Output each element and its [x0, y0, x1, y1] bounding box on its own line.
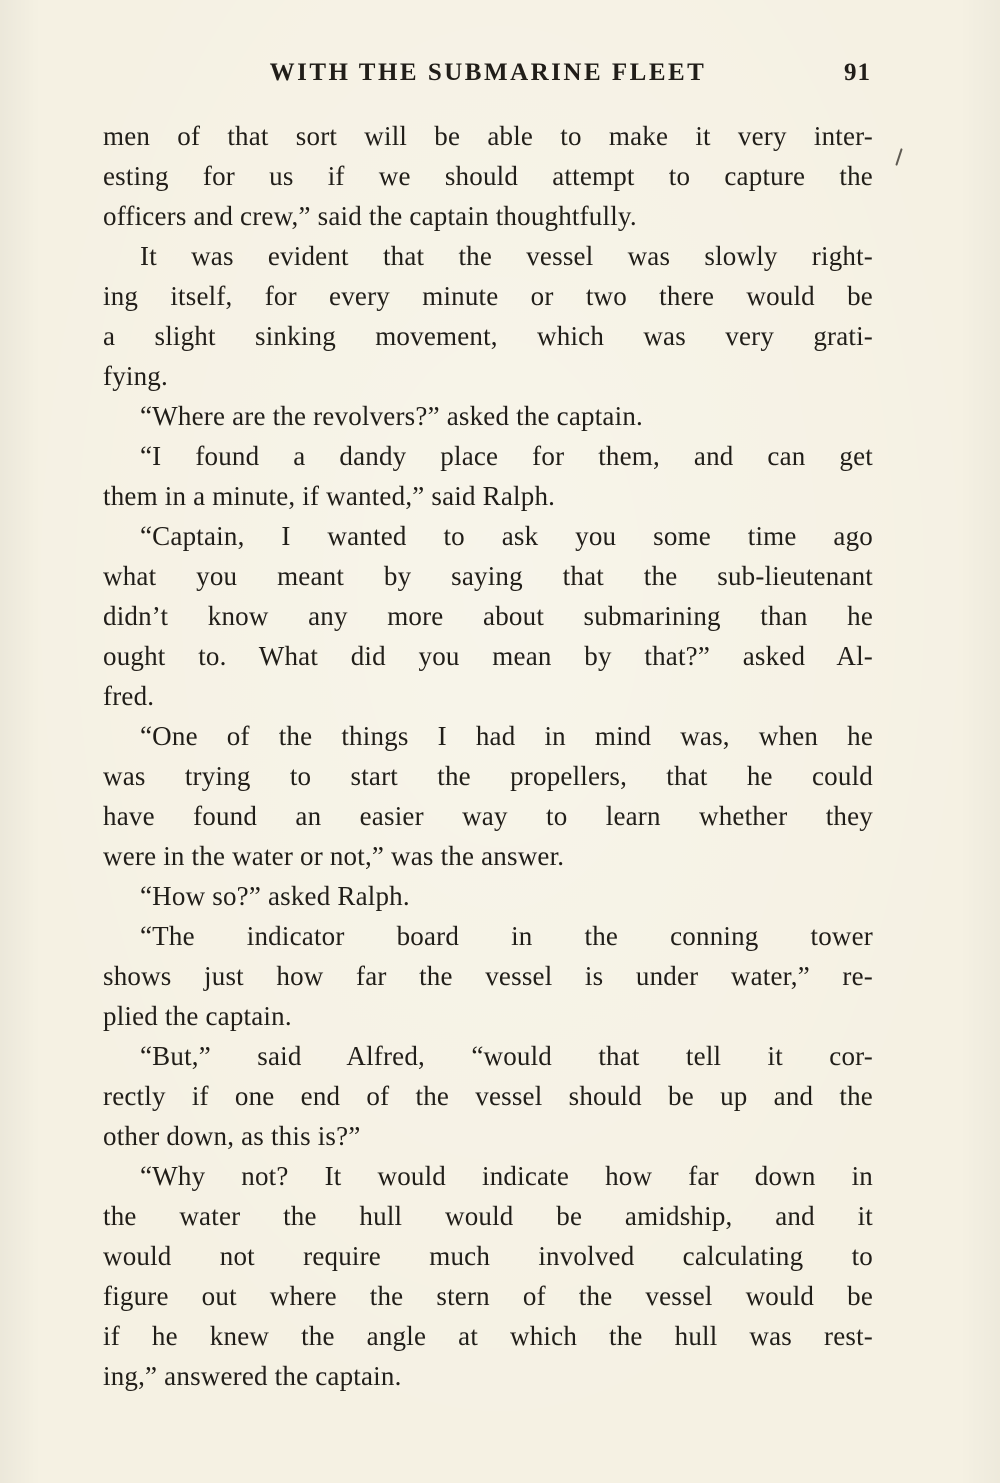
paragraph: [103, 516, 873, 716]
text-line: were in the water or not,” was the answer.: [103, 841, 565, 871]
paragraph: [103, 396, 873, 436]
text-line: esting for us if we should attempt to capture the: [103, 161, 873, 191]
paragraph: [103, 116, 873, 236]
text-line: would not require much involved calculating to: [103, 1241, 873, 1271]
page-body: [103, 116, 873, 1396]
text-line: officers and crew,” said the captain thoughtfully.: [103, 201, 637, 231]
text-line: men of that sort will be able to make it very inter-: [103, 121, 873, 151]
text-line: “Where are the revolvers?” asked the captain.: [140, 401, 643, 431]
text-line: “Captain, I wanted to ask you some time ago: [140, 521, 873, 551]
text-line: have found an easier way to learn whether they: [103, 801, 873, 831]
text-line: rectly if one end of the vessel should be up and the: [103, 1081, 873, 1111]
text-line: other down, as this is?”: [103, 1121, 361, 1151]
text-line: them in a minute, if wanted,” said Ralph.: [103, 481, 556, 511]
text-line: fying.: [103, 361, 168, 391]
page-number: 91: [844, 59, 871, 86]
text-line: what you meant by saying that the sub-lieutenant: [103, 561, 873, 591]
text-line: ing itself, for every minute or two there would be: [103, 281, 873, 311]
paragraph: [103, 236, 873, 396]
paragraph: [103, 436, 873, 516]
page-header: [103, 56, 873, 90]
text-line: if he knew the angle at which the hull was rest-: [103, 1321, 873, 1351]
text-line: ought to. What did you mean by that?” asked Al-: [103, 641, 873, 671]
paragraph: [103, 876, 873, 916]
text-line: “I found a dandy place for them, and can get: [140, 441, 873, 471]
text-line: “How so?” asked Ralph.: [140, 881, 410, 911]
text-line: was trying to start the propellers, that he could: [103, 761, 873, 791]
paragraph: [103, 916, 873, 1036]
text-line: figure out where the stern of the vessel would be: [103, 1281, 873, 1311]
text-line: a slight sinking movement, which was very grati-: [103, 321, 873, 351]
text-line: It was evident that the vessel was slowly right-: [140, 241, 873, 271]
text-line: “Why not? It would indicate how far down in: [140, 1161, 873, 1191]
running-title: WITH THE SUBMARINE FLEET: [269, 59, 707, 86]
text-line: ing,” answered the captain.: [103, 1361, 402, 1391]
paragraph: [103, 1036, 873, 1156]
text-line: didn’t know any more about submarining than he: [103, 601, 873, 631]
text-line: plied the captain.: [103, 1001, 292, 1031]
text-line: fred.: [103, 681, 155, 711]
text-line: “One of the things I had in mind was, when he: [140, 721, 873, 751]
paragraph: [103, 1156, 873, 1396]
text-line: the water the hull would be amidship, and it: [103, 1201, 873, 1231]
text-line: “But,” said Alfred, “would that tell it cor-: [140, 1041, 873, 1071]
text-line: “The indicator board in the conning tower: [140, 921, 873, 951]
paragraph: [103, 716, 873, 876]
text-line: shows just how far the vessel is under water,” re-: [103, 961, 873, 991]
scan-ink-mark: [895, 148, 902, 166]
